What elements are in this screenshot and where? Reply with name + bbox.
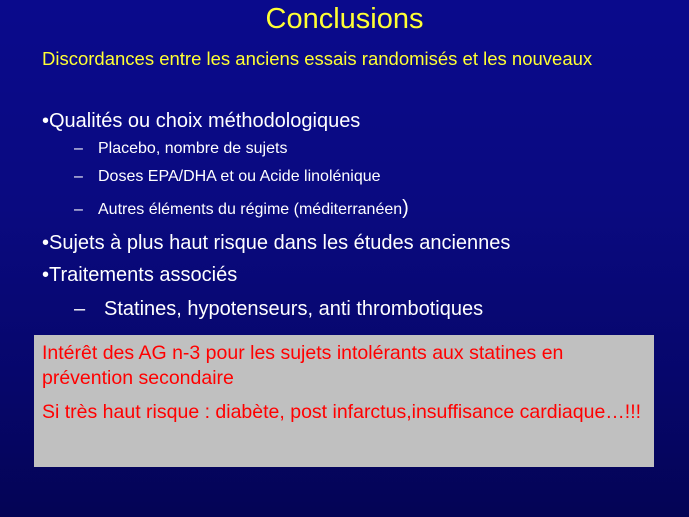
dash-marker: – bbox=[74, 168, 83, 185]
sub-item-text: Doses EPA/DHA et ou Acide linolénique bbox=[98, 168, 381, 185]
sub-item-statines bbox=[74, 296, 483, 322]
sub-item-text: Placebo, nombre de sujets bbox=[98, 140, 288, 157]
dash-marker: – bbox=[74, 298, 86, 320]
bullet-methodology: •Qualités ou choix méthodologiques bbox=[42, 110, 361, 132]
sub-item-text: Autres éléments du régime (méditerranéen bbox=[98, 201, 403, 218]
sub-item-doses bbox=[74, 166, 381, 188]
dash-marker: – bbox=[74, 201, 83, 218]
slide-title: Conclusions bbox=[265, 3, 424, 35]
sub-item-text: Statines, hypotenseurs, anti thrombotiques bbox=[104, 298, 484, 320]
box-line-risk: Si très haut risque : diabète, post infarctus,insuffisance cardiaque…!!! bbox=[42, 401, 642, 423]
sub-item-regime bbox=[74, 197, 409, 221]
bullet-risk: •Sujets à plus haut risque dans les études anciennes bbox=[42, 232, 511, 254]
sub-item-placebo bbox=[74, 138, 287, 160]
closing-paren: ) bbox=[402, 197, 409, 219]
box-line-interest: Intérêt des AG n-3 pour les sujets intolérants aux statines en prévention secondaire bbox=[42, 342, 564, 389]
highlight-box bbox=[34, 335, 654, 467]
dash-marker: – bbox=[74, 140, 83, 157]
bullet-treatments: •Traitements associés bbox=[42, 264, 238, 286]
subtitle: Discordances entre les anciens essais randomisés et les nouveaux bbox=[42, 48, 593, 69]
